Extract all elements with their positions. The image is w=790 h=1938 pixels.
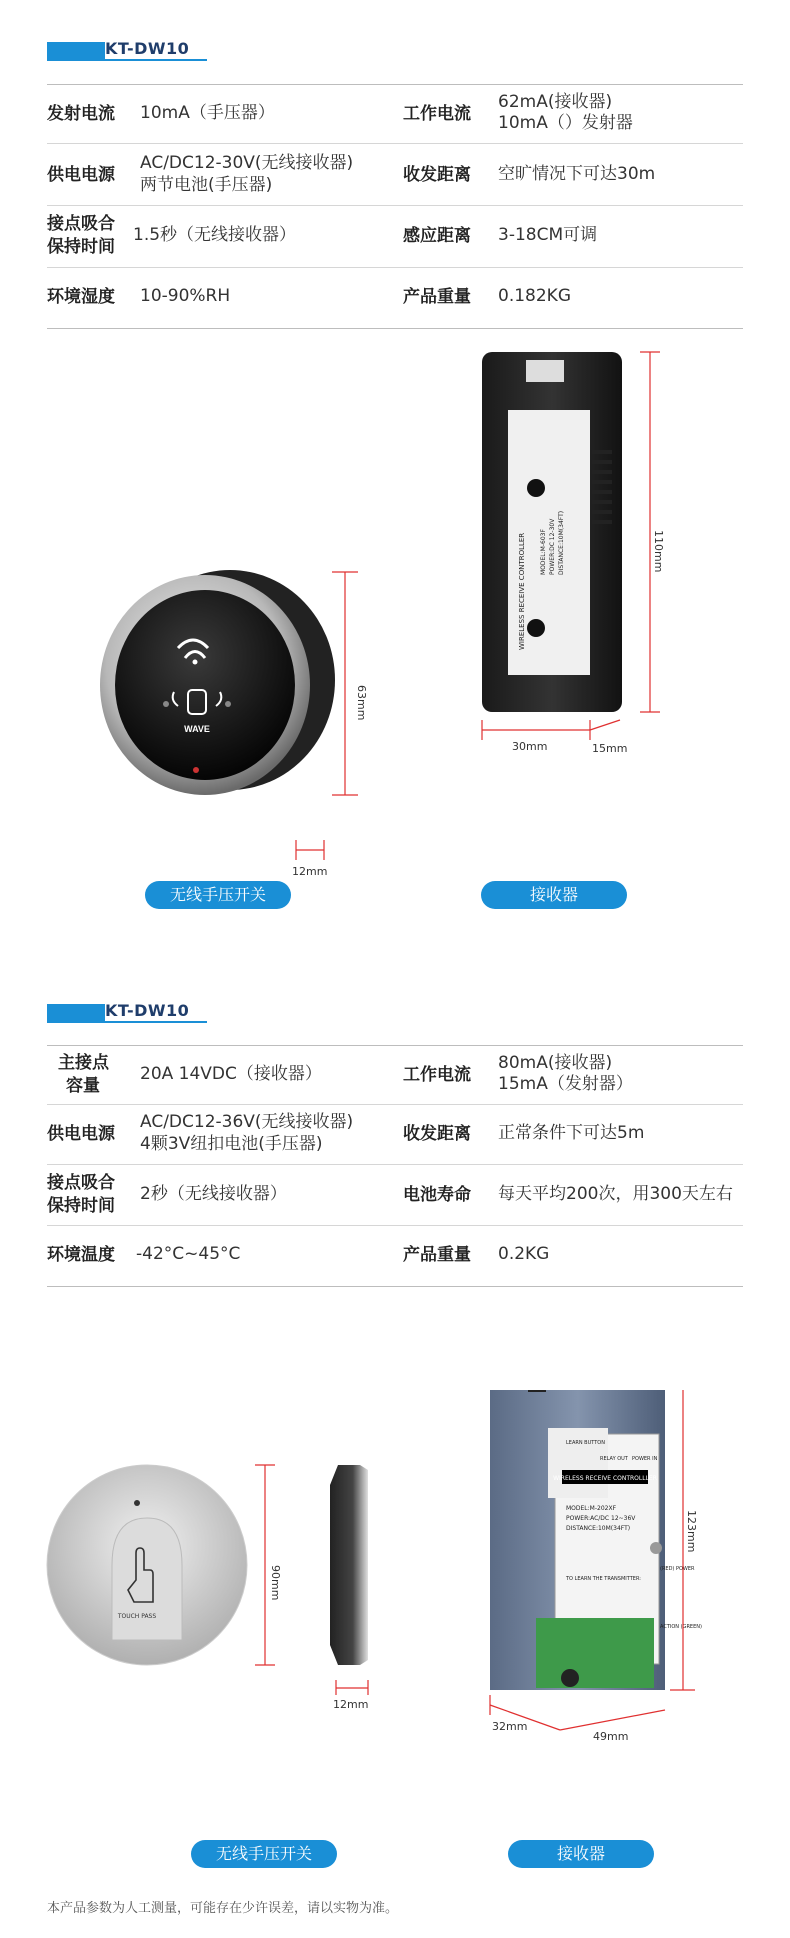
spec-value: -42°C~45°C [136,1244,241,1264]
receiver-learn-tx: TO LEARN THE TRANSMITTER: [566,1576,641,1582]
divider [47,267,743,268]
spec-label: 接点吸合 [47,214,115,234]
spec-label: 环境温度 [47,1245,115,1265]
receiver-icon [482,352,622,712]
caption-wave-switch: 无线手压开关 [145,881,291,909]
spec-value: 两节电池(手压器) [140,175,273,195]
dim-depth-label: 49mm [593,1730,629,1743]
header-underline [47,1021,207,1023]
spec-label: 供电电源 [47,165,115,185]
spec-value: 20A 14VDC（接收器） [140,1064,322,1084]
wave-switch-icon [100,570,335,795]
spec-label: 主接点 [58,1053,109,1073]
receiver-power: POWER:AC/DC 12~36V [566,1515,636,1522]
product-illustration [0,1390,790,1870]
spec-value: 1.5秒（无线接收器） [133,225,297,245]
spec-value: 0.2KG [498,1244,550,1264]
caption-receiver: 接收器 [481,881,627,909]
spec-value: AC/DC12-30V(无线接收器) [140,153,354,173]
spec-label: 电池寿命 [403,1185,471,1205]
side-view-icon [330,1465,368,1665]
dim-height-label: 123mm [685,1510,698,1553]
divider [47,1225,743,1226]
spec-value: 4颗3V纽扣电池(手压器) [140,1134,323,1154]
spec-label: 工作电流 [403,1065,471,1085]
caption-receiver: 接收器 [508,1840,654,1868]
divider [47,1164,743,1165]
dim-depth-label: 12mm [333,1698,369,1711]
product-illustration [0,340,790,940]
divider [47,143,743,144]
receiver-learn: LEARN BUTTON [566,1440,605,1446]
spec-value: 2秒（无线接收器） [140,1184,287,1204]
receiver-relay: RELAY OUT [600,1456,628,1462]
spec-label: 保持时间 [47,237,115,257]
divider [47,328,743,329]
dim-width-label: 30mm [512,740,548,753]
spec-label: 感应距离 [403,226,471,246]
header-underline [47,59,207,61]
spec-value: 每天平均200次，用300天左右 [498,1184,733,1204]
receiver-green: ACTION (GREEN) [660,1624,702,1630]
dim-height-label: 110mm [652,530,665,573]
spec-value: AC/DC12-36V(无线接收器) [140,1112,354,1132]
spec-label: 收发距离 [403,1124,471,1144]
receiver-power-in: POWER IN [632,1456,658,1462]
divider [47,205,743,206]
divider [47,1286,743,1287]
divider [47,1045,743,1046]
spec-label: 供电电源 [47,1124,115,1144]
spec-value: 10mA（）发射器 [498,113,633,133]
receiver-model: MODEL:M-202XF [566,1505,617,1512]
footer-note: 本产品参数为人工测量，可能存在少许误差，请以实物为准。 [47,1901,399,1916]
divider [47,1104,743,1105]
dim-height-label: 90mm [269,1565,282,1601]
receiver-power: POWER:DC 12-30V [549,518,556,575]
receiver-title: WIRELESS RECEIVE CONTROLLLER [553,1475,657,1482]
spec-label: 产品重量 [403,1245,471,1265]
spec-value: 62mA(接收器) [498,92,613,112]
spec-value: 3-18CM可调 [498,225,598,245]
receiver-distance: DISTANCE:10M(34FT) [558,510,565,575]
receiver-model: MODEL:M-603F [540,529,547,575]
touch-switch-icon [47,1465,247,1665]
spec-label: 发射电流 [47,104,115,124]
dim-depth-label: 15mm [592,742,628,755]
spec-value: 0.182KG [498,286,571,306]
header-accent-bar [47,1004,105,1022]
spec-value: 正常条件下可达5m [498,1123,645,1143]
wave-label: WAVE [184,724,210,734]
header-accent-bar [47,42,105,60]
dim-depth-label: 12mm [292,865,328,878]
receiver-title: WIRELESS RECEIVE CONTROLLER [518,532,526,650]
spec-label: 容量 [66,1076,100,1096]
model-title: KT-DW10 [105,1001,190,1020]
spec-label: 产品重量 [403,287,471,307]
spec-value: 15mA（发射器） [498,1074,633,1094]
receiver-distance: DISTANCE:10M(34FT) [566,1525,631,1532]
spec-value: 空旷情况下可达30m [498,164,656,184]
spec-label: 接点吸合 [47,1173,115,1193]
caption-touch-switch: 无线手压开关 [191,1840,337,1868]
spec-label: 环境湿度 [47,287,115,307]
model-title: KT-DW10 [105,39,190,58]
spec-value: 80mA(接收器) [498,1053,613,1073]
spec-label: 保持时间 [47,1196,115,1216]
divider [47,84,743,85]
spec-label: 工作电流 [403,104,471,124]
dim-width-label: 32mm [492,1720,528,1733]
receiver-red: (RED) POWER [660,1566,695,1572]
spec-label: 收发距离 [403,165,471,185]
receiver-icon [490,1390,702,1690]
spec-value: 10mA（手压器） [140,103,275,123]
touch-pass-label: TOUCH PASS [117,1613,157,1620]
dim-height-label: 63mm [355,685,368,721]
spec-value: 10-90%RH [140,286,231,306]
